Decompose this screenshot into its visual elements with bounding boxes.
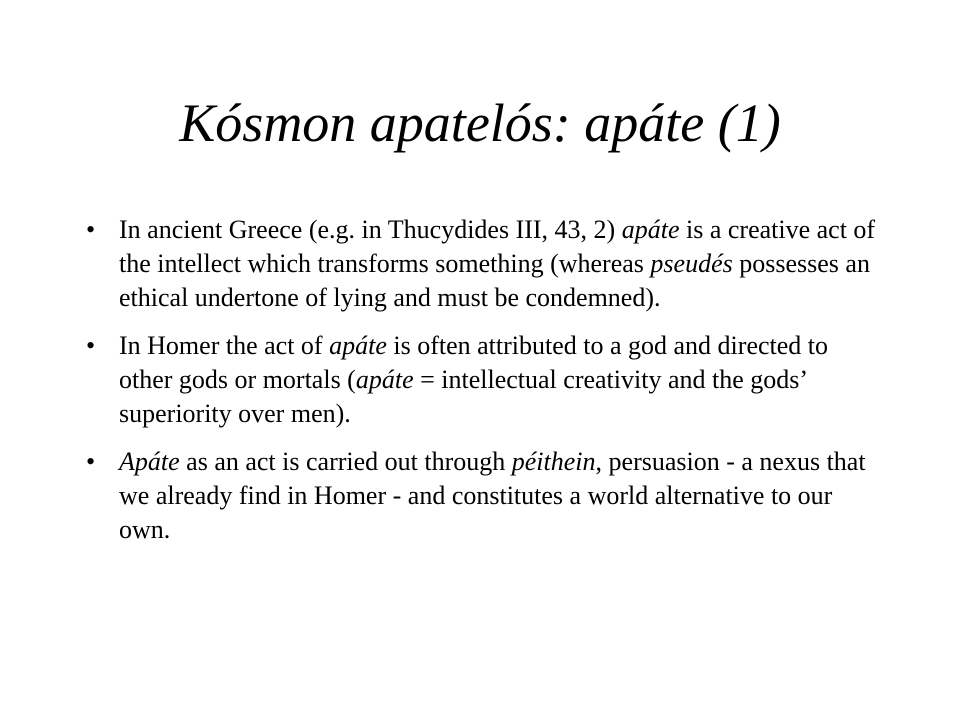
bullet-segment: , persuasion - a nexus that we already find in Homer - and constitutes a world alternative to our own. (119, 447, 866, 544)
bullet-item (86, 213, 876, 315)
bullet-text (119, 215, 875, 312)
slide-title: Kósmon apatelós: apáte (1) (179, 93, 781, 153)
bullet-segment: is a creative act of the intellect which transforms something (whereas (119, 215, 876, 278)
bullet-segment-italic: Apáte (119, 447, 180, 476)
bullet-item (86, 329, 876, 431)
bullet-item (86, 445, 876, 547)
bullet-segment-italic: apáte (355, 365, 414, 394)
bullet-text (119, 447, 866, 544)
bullet-dot-icon: • (86, 331, 96, 360)
bullet-segment: possesses an ethical undertone of lying and must be condemned). (119, 249, 870, 312)
bullet-list (86, 213, 876, 561)
bullet-segment: In ancient Greece (e.g. in Thucydides III, 43, 2) (119, 215, 622, 244)
bullet-dot-icon: • (86, 215, 96, 244)
bullet-text (119, 331, 828, 428)
bullet-segment: is often attributed to a god and directed to other gods or mortals ( (119, 331, 829, 394)
bullet-segment-italic: pseudés (650, 249, 733, 278)
bullet-segment: = intellectual creativity and the gods’ superiority over men). (119, 365, 807, 428)
bullet-segment: as an act is carried out through (179, 447, 512, 476)
bullet-dot-icon: • (86, 447, 96, 476)
bullet-segment-italic: péithein (511, 447, 596, 476)
bullet-segment: In Homer the act of (119, 331, 330, 360)
bullet-segment-italic: apáte (329, 331, 387, 360)
bullet-segment-italic: apáte (621, 215, 680, 244)
